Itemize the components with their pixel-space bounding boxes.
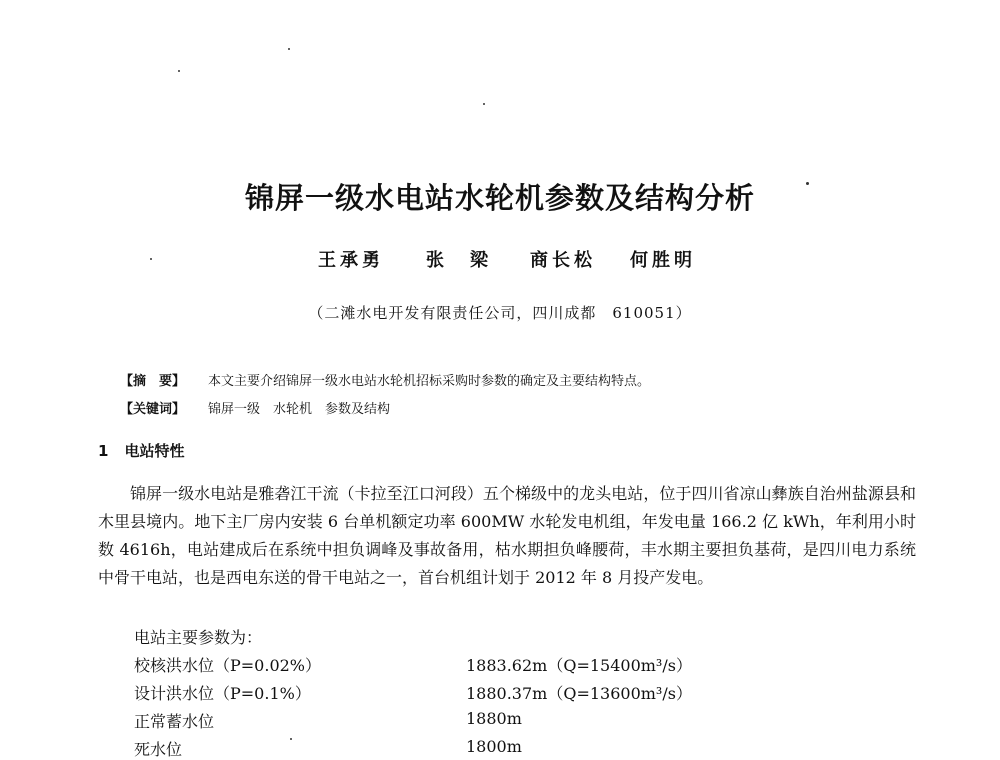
params-intro: 电站主要参数为： <box>134 628 263 647</box>
param-name: 死水位 <box>134 740 183 759</box>
param-value: 1883.62m（Q=15400m³/s） <box>466 656 692 675</box>
scan-speck <box>288 48 290 50</box>
param-value: 1880m <box>466 709 522 728</box>
author-name: 王承勇 <box>318 250 384 271</box>
keywords-label: 【关键词】 <box>120 402 186 417</box>
abstract <box>120 370 650 389</box>
param-row <box>134 653 692 676</box>
section-heading <box>98 440 184 461</box>
body-paragraph: 锦屏一级水电站是雅砻江干流（卡拉至江口河段）五个梯级中的龙头电站，位于四川省凉山彝族自治州盐源县和木里县境内。地下主厂房内安装 6 台单机额定功率 600MW 水轮发电机组，年发电量 166.2 亿 kWh，年利用小时数 4616h，电站建成后在系统中担负调峰及事故备用，枯水期担负峰腰荷，丰水期主要担负基荷，是四川电力系统中骨干电站，也是西电东送的骨干电站之一，首台机组计划于 2012 年 8 月投产发电。 <box>98 484 916 587</box>
param-row <box>134 737 522 760</box>
author-name: 何胜明 <box>630 250 696 271</box>
scan-speck <box>290 738 292 740</box>
scan-speck <box>150 258 152 260</box>
param-value: 1880.37m（Q=13600m³/s） <box>466 684 692 703</box>
param-row <box>134 709 522 732</box>
param-name: 设计洪水位（P=0.1%） <box>134 684 311 703</box>
scan-speck <box>178 70 180 72</box>
affiliation: （二滩水电开发有限责任公司，四川成都 610051） <box>308 304 692 322</box>
author-name: 商长松 <box>530 250 596 271</box>
param-row <box>134 681 692 704</box>
paper-title: 锦屏一级水电站水轮机参数及结构分析 <box>244 181 755 215</box>
param-value: 1800m <box>466 737 522 756</box>
param-name: 校核洪水位（P=0.02%） <box>134 656 322 675</box>
keywords <box>120 398 390 417</box>
section-title: 电站特性 <box>124 442 185 460</box>
abstract-text: 本文主要介绍锦屏一级水电站水轮机招标采购时参数的确定及主要结构特点。 <box>208 374 651 389</box>
keywords-text: 锦屏一级 水轮机 参数及结构 <box>208 402 391 417</box>
param-name: 正常蓄水位 <box>134 712 215 731</box>
author-name: 张 梁 <box>426 250 492 271</box>
scan-speck <box>483 103 485 105</box>
abstract-label: 【摘 要】 <box>120 374 186 389</box>
section-number: 1 <box>98 442 109 460</box>
